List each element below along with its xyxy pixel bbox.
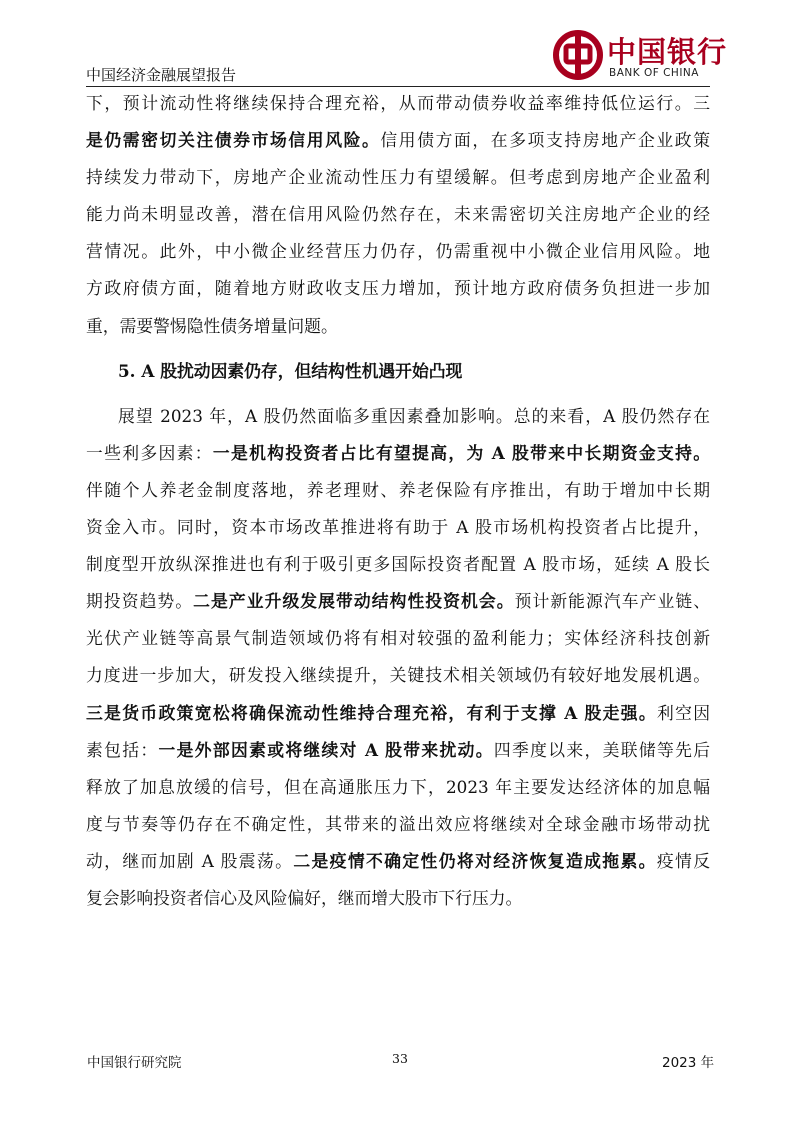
page-number: 33: [392, 1051, 408, 1066]
text-line: [86, 122, 710, 159]
text-segment: 方政府债方面，随着地方财政收支压力增加，预计地方政府债务负担进一步加: [86, 278, 710, 299]
text-line: [86, 308, 710, 345]
bold-text-segment: 一是外部因素或将继续对 A 股带来扰动。: [158, 739, 494, 760]
text-line: [86, 732, 710, 769]
text-line: [86, 233, 710, 270]
text-segment: 期投资趋势。: [86, 591, 194, 612]
text-line: [86, 806, 710, 843]
text-line: [86, 159, 710, 196]
text-line: [86, 583, 710, 620]
text-line: [86, 270, 710, 307]
text-segment: 展望 2023 年，A 股仍然面临多重因素叠加影响。总的来看，A 股仍然存在: [118, 405, 710, 426]
text-line: [86, 196, 710, 233]
bank-logo: [553, 28, 728, 84]
text-segment: 制度型开放纵深推进也有利于吸引更多国际投资者配置 A 股市场，延续 A 股长: [86, 554, 710, 575]
text-segment: 利空因: [656, 702, 710, 723]
text-line: [86, 620, 710, 657]
text-line: [86, 695, 710, 732]
text-segment: 营情况。此外，中小微企业经营压力仍存，仍需重视中小微企业信用风险。地: [86, 241, 710, 262]
bold-text-segment: 二是疫情不确定性仍将对经济恢复造成拖累。: [293, 850, 657, 871]
text-line: [86, 880, 710, 917]
text-line: [86, 85, 710, 122]
text-line: [86, 843, 710, 880]
text-segment: 资金入市。同时，资本市场改革推进将有助于 A 股市场机构投资者占比提升，: [86, 517, 710, 538]
text-segment: 重，需要警惕隐性债务增量问题。: [86, 315, 338, 336]
report-title: 中国经济金融展望报告: [86, 66, 237, 84]
text-segment: 疫情反: [656, 850, 710, 871]
text-line: [86, 435, 710, 472]
section-heading: 5. A 股扰动因素仍存，但结构性机遇开始凸现: [118, 360, 463, 381]
text-line: [86, 398, 710, 435]
text-segment: 能力尚未明显改善，潜在信用风险仍然存在，未来需密切关注房地产企业的经: [86, 204, 710, 225]
text-segment: 复会影响投资者信心及风险偏好，继而增大股市下行压力。: [86, 887, 523, 908]
text-segment: 光伏产业链等高景气制造领域仍将有相对较强的盈利能力；实体经济科技创新: [86, 628, 710, 649]
bold-text-segment: 一是机构投资者占比有望提高，为 A 股带来中长期资金支持。: [212, 442, 710, 463]
text-segment: 伴随个人养老金制度落地，养老理财、养老保险有序推出，有助于增加中长期: [86, 479, 710, 500]
text-segment: 力度进一步加大，研发投入继续提升，关键技术相关领域仍有较好地发展机遇。: [86, 665, 710, 686]
footer-institute: 中国银行研究院: [87, 1055, 182, 1071]
text-segment: 一些利多因素：: [86, 442, 213, 463]
text-segment: 动，继而加剧 A 股震荡。: [86, 850, 294, 871]
text-line: [86, 769, 710, 806]
bank-of-china-emblem-icon: [553, 30, 603, 80]
bold-text-segment: 是仍需密切关注债券市场信用风险。: [86, 130, 381, 151]
text-segment: 信用债方面，在多项支持房地产企业政策: [380, 130, 710, 151]
text-segment: 持续发力带动下，房地产企业流动性压力有望缓解。但考虑到房地产企业盈利: [86, 167, 710, 188]
text-line: [86, 509, 710, 546]
text-segment: 下，预计流动性将继续保持合理充裕，从而带动债券收益率维持低位运行。三: [86, 93, 710, 113]
text-segment: 四季度以来，美联储等先后: [493, 739, 710, 760]
bank-name-english: BANK OF CHINA: [609, 67, 699, 79]
bold-text-segment: 二是产业升级发展带动结构性投资机会。: [193, 591, 515, 612]
text-line: [86, 472, 710, 509]
text-segment: 预计新能源汽车产业链、: [514, 591, 710, 612]
text-segment: 度与节奏等仍存在不确定性，其带来的溢出效应将继续对全球金融市场带动扰: [86, 813, 710, 834]
text-line: [86, 546, 710, 583]
bank-name-chinese: 中国银行: [607, 35, 728, 69]
text-segment: 释放了加息放缓的信号，但在高通胀压力下，2023 年主要发达经济体的加息幅: [86, 776, 710, 797]
bold-text-segment: 三是货币政策宽松将确保流动性维持合理充裕，有利于支撑 A 股走强。: [86, 702, 657, 723]
paragraph-a-share-outlook: [86, 398, 710, 917]
text-segment: 素包括：: [86, 739, 159, 760]
text-line: [86, 657, 710, 694]
footer-year: 2023 年: [662, 1055, 715, 1071]
paragraph-bond-credit-risk: [86, 85, 710, 345]
report-body: [86, 85, 710, 917]
